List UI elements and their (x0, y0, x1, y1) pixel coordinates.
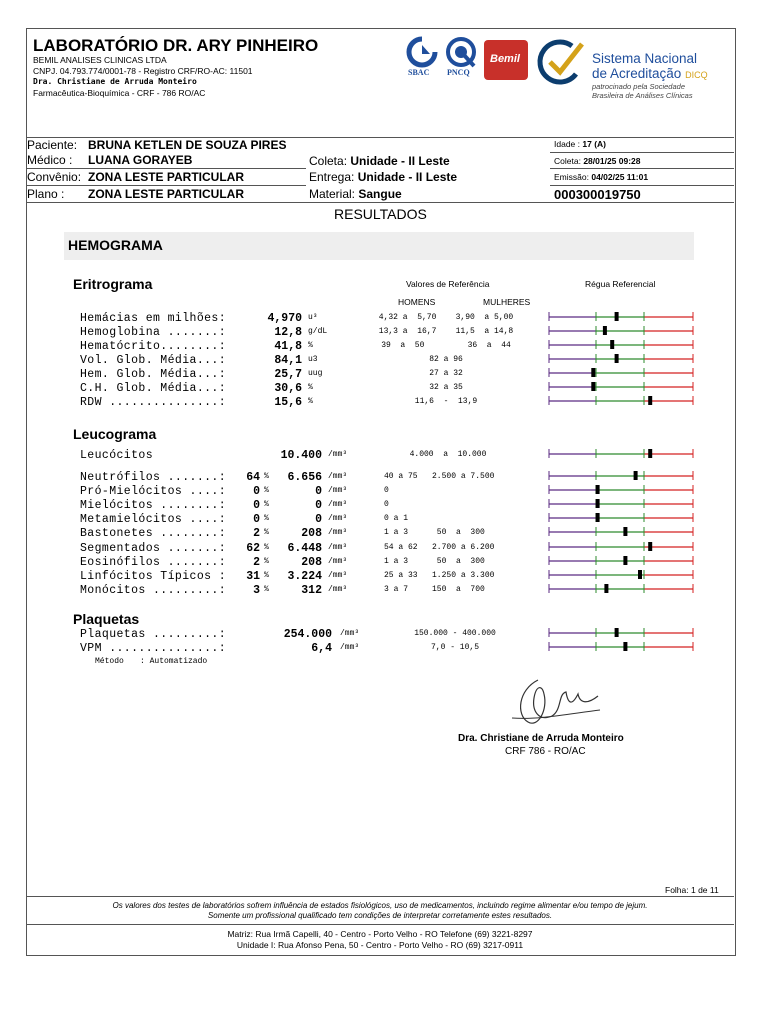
result-label: Neutrófilos .......: (80, 471, 227, 484)
reference-ruler (548, 526, 694, 536)
ruler-marker (615, 354, 619, 363)
result-percent: 31 (246, 569, 260, 583)
ruler-marker (615, 628, 619, 637)
footer-address-2: Unidade I: Rua Afonso Pena, 50 - Centro - Porto Velho - RO (69) 3217-0911 (236, 940, 524, 950)
coleta-field: Coleta: Unidade - II Leste (309, 154, 450, 168)
ref-values-header: Valores de Referência (406, 279, 490, 289)
leucograma-title: Leucograma (73, 426, 157, 442)
result-unit: u3 (308, 355, 318, 364)
ruler-marker (610, 340, 614, 349)
convenio-value: ZONA LESTE PARTICULAR (88, 170, 244, 184)
footer-note-1: Os valores dos testes de laboratórios sofrem influência de estados fisiológicos, uso de medicamentos, incluindo regime alimentar e/ou tempo de jejum. (112, 901, 648, 910)
result-label: Mielócitos ........: (80, 499, 227, 513)
result-unit: /mm³ (328, 570, 348, 580)
result-label: Hematócrito........: (80, 340, 227, 353)
divider (26, 896, 734, 897)
reference-ruler (548, 395, 694, 405)
ruler-marker (596, 513, 600, 522)
reference-range: 1 a 3 50 a 300 (384, 528, 485, 538)
result-label: Pró-Mielócitos ....: (80, 485, 227, 499)
result-unit: uug (308, 369, 323, 378)
signature-image (508, 670, 608, 737)
result-label: Bastonetes ........: (80, 527, 227, 541)
result-value: 3.224 (287, 569, 322, 583)
result-percent: 2 (253, 555, 260, 569)
result-unit: % (308, 397, 313, 406)
reference-range: 11,6 - 13,9 (414, 397, 478, 406)
percent-sign: % (264, 500, 269, 510)
result-percent: 64 (246, 471, 260, 484)
reference-ruler (548, 311, 694, 321)
result-label: VPM ...............: (80, 642, 227, 655)
plano-value: ZONA LESTE PARTICULAR (88, 187, 244, 201)
ruler-marker (591, 382, 595, 391)
reference-ruler (548, 470, 694, 480)
percent-sign: % (264, 472, 269, 481)
reference-ruler (548, 555, 694, 565)
reference-range: 25 a 33 1.250 a 3.300 (384, 570, 495, 580)
reference-ruler (548, 381, 694, 391)
reference-range: 0 (384, 500, 389, 510)
sbac-text: SBAC (408, 68, 430, 77)
reference-range: 4.000 a 10.000 (409, 450, 487, 459)
ruler-marker (623, 642, 627, 651)
result-value: 208 (301, 527, 322, 541)
ruler-marker (638, 570, 642, 579)
result-unit: /mm³ (328, 528, 348, 538)
reference-ruler (548, 641, 694, 651)
reference-ruler (548, 353, 694, 363)
reference-range: 32 a 35 (429, 383, 463, 392)
result-label: Metamielócitos ....: (80, 513, 227, 527)
sna-line2: de Acreditação DICQ (592, 66, 708, 81)
result-value: 4,970 (267, 312, 302, 325)
result-label: Segmentados .......: (80, 541, 227, 555)
result-value: 25,7 (274, 368, 302, 381)
result-unit: /mm³ (328, 486, 348, 496)
sna-sub1: patrocinado pela Sociedade (592, 82, 685, 91)
ref-ruler-header: Régua Referencial (585, 279, 656, 289)
result-unit: /mm³ (328, 500, 348, 510)
plano-label: Plano : (27, 187, 65, 201)
result-unit: % (308, 383, 313, 392)
result-value: 6.448 (287, 541, 322, 555)
dicq-seal-icon (536, 38, 588, 91)
convenio-label: Convênio: (27, 170, 82, 184)
result-percent: 0 (253, 513, 260, 527)
reference-range: 40 a 75 2.500 a 7.500 (384, 472, 495, 481)
ruler-marker (634, 471, 638, 480)
emissao-field: Emissão: 04/02/25 11:01 (554, 172, 649, 182)
reference-ruler (548, 325, 694, 335)
result-unit: /mm³ (340, 643, 360, 652)
medico-value: LUANA GORAYEB (88, 153, 193, 167)
result-percent: 2 (253, 527, 260, 541)
result-value: 0 (315, 513, 322, 527)
percent-sign: % (264, 514, 269, 524)
percent-sign: % (264, 570, 269, 580)
divider (550, 185, 734, 186)
material-field: Material: Sangue (309, 187, 402, 201)
reference-ruler (548, 367, 694, 377)
percent-sign: % (264, 556, 269, 566)
protocol-number: 000300019750 (554, 187, 641, 202)
result-label: C.H. Glob. Média...: (80, 382, 227, 395)
result-unit: /mm³ (328, 450, 348, 459)
percent-sign: % (264, 542, 269, 552)
result-unit: /mm³ (340, 629, 360, 638)
reference-range: 27 a 32 (429, 369, 463, 378)
method-label: Método (95, 657, 124, 666)
result-label: Plaquetas .........: (80, 628, 227, 641)
signature-crf: CRF 786 - RO/AC (505, 746, 586, 757)
result-value: 208 (301, 555, 322, 569)
lab-name: LABORATÓRIO DR. ARY PINHEIRO (33, 36, 319, 55)
reference-range: 13,3 a 16,7 11,5 a 14,8 (378, 327, 514, 336)
reference-ruler (548, 569, 694, 579)
result-label: Hem. Glob. Média...: (80, 368, 227, 381)
result-unit: u³ (308, 313, 318, 322)
idade-field: Idade : 17 (A) (554, 139, 606, 149)
reference-ruler (548, 541, 694, 551)
reference-range: 82 a 96 (429, 355, 463, 364)
result-label: Eosinófilos .......: (80, 555, 227, 569)
result-percent: 0 (253, 499, 260, 513)
reference-range: 1 a 3 50 a 300 (384, 556, 485, 566)
paciente-label: Paciente: (27, 138, 78, 152)
reference-range: 150.000 - 400.000 (414, 629, 496, 638)
plaquetas-title: Plaquetas (73, 611, 140, 627)
ruler-marker (648, 542, 652, 551)
result-label: RDW ...............: (80, 396, 227, 409)
result-unit: g/dL (308, 327, 328, 336)
result-value: 84,1 (274, 354, 302, 367)
homens-header: HOMENS (398, 297, 436, 307)
result-value: 6,4 (311, 642, 332, 655)
result-unit: /mm³ (328, 584, 348, 594)
reference-range: 4,32 a 5,70 3,90 a 5,00 (378, 313, 514, 322)
coleta-date-field: Coleta: 28/01/25 09:28 (554, 156, 641, 166)
director-title: Farmacêutica-Bioquímica - CRF - 786 RO/AC (33, 88, 206, 98)
percent-sign: % (264, 528, 269, 538)
entrega-field: Entrega: Unidade - II Leste (309, 170, 458, 184)
divider (26, 202, 734, 203)
result-value: 312 (301, 583, 322, 597)
footer-note-2: Somente um profissional qualificado tem condições de interpretar corretamente estes resultados. (207, 911, 553, 920)
reference-ruler (548, 484, 694, 494)
pncq-logo (444, 36, 478, 80)
reference-ruler (548, 498, 694, 508)
eritrograma-title: Eritrograma (73, 276, 153, 292)
results-title: RESULTADOS (334, 206, 427, 222)
ruler-marker (604, 584, 608, 593)
signature-name: Dra. Christiane de Arruda Monteiro (458, 733, 624, 744)
bemil-logo (484, 40, 528, 80)
result-value: 0 (315, 499, 322, 513)
sna-sub2: Brasileira de Análises Clínicas (592, 91, 693, 100)
result-percent: 0 (253, 485, 260, 499)
reference-ruler (548, 512, 694, 522)
ruler-marker (615, 312, 619, 321)
reference-ruler (548, 339, 694, 349)
bemil-text: Bemil (490, 53, 520, 65)
sna-dicq: DICQ (685, 70, 708, 80)
result-label: Linfócitos Típicos : (80, 569, 227, 583)
ruler-marker (623, 527, 627, 536)
ruler-marker (591, 368, 595, 377)
exam-title: HEMOGRAMA (68, 237, 163, 253)
result-value: 30,6 (274, 382, 302, 395)
result-label: Leucócitos (80, 449, 154, 462)
reference-range: 7,0 - 10,5 (430, 643, 479, 652)
percent-sign: % (264, 486, 269, 496)
result-value: 12,8 (274, 326, 302, 339)
director-name: Dra. Christiane de Arruda Monteiro (33, 77, 197, 86)
divider (550, 152, 734, 153)
medico-label: Médico : (27, 153, 73, 167)
reference-ruler (548, 448, 694, 458)
reference-range: 0 (384, 486, 389, 496)
reference-range: 39 a 50 36 a 44 (381, 341, 511, 350)
percent-sign: % (264, 584, 269, 594)
ruler-marker (596, 499, 600, 508)
page-number: Folha: 1 de 11 (665, 885, 719, 895)
result-unit: /mm³ (328, 542, 348, 552)
result-unit: /mm³ (328, 514, 348, 524)
result-percent: 3 (253, 583, 260, 597)
result-label: Hemoglobina .......: (80, 326, 227, 339)
mulheres-header: MULHERES (483, 297, 531, 307)
ruler-marker (596, 485, 600, 494)
result-unit: % (308, 341, 313, 350)
reference-range: 0 a 1 (384, 514, 409, 524)
sbac-logo (404, 36, 440, 80)
ruler-marker (648, 449, 652, 458)
method-value: : Automatizado (140, 657, 208, 666)
reference-ruler (548, 627, 694, 637)
paciente-value: BRUNA KETLEN DE SOUZA PIRES (88, 138, 287, 152)
divider (26, 168, 306, 169)
cnpj: CNPJ. 04.793.774/0001-78 - Registro CRF/RO-AC: 11501 (33, 66, 253, 76)
result-unit: /mm³ (328, 472, 348, 481)
result-label: Hemácias em milhões: (80, 312, 227, 325)
result-value: 254.000 (283, 628, 332, 641)
result-percent: 62 (246, 541, 260, 555)
divider (550, 168, 734, 169)
reference-range: 3 a 7 150 a 700 (384, 584, 485, 594)
pncq-text: PNCQ (447, 68, 470, 77)
reference-range: 54 a 62 2.700 a 6.200 (384, 542, 495, 552)
ruler-marker (648, 396, 652, 405)
result-value: 41,8 (274, 340, 302, 353)
ruler-marker (623, 556, 627, 565)
sna-line1: Sistema Nacional (592, 51, 698, 66)
result-unit: /mm³ (328, 556, 348, 566)
result-value: 10.400 (280, 449, 322, 462)
company-name: BEMIL ANALISES CLINICAS LTDA (33, 55, 167, 65)
ruler-marker (603, 326, 607, 335)
result-value: 0 (315, 485, 322, 499)
divider (26, 924, 734, 925)
result-label: Vol. Glob. Média...: (80, 354, 227, 367)
result-value: 6.656 (287, 471, 322, 484)
divider (26, 185, 306, 186)
result-label: Monócitos .........: (80, 583, 227, 597)
reference-ruler (548, 583, 694, 593)
footer-address-1: Matriz: Rua Irmã Capelli, 40 - Centro - Porto Velho - RO Telefone (69) 3221-8297 (227, 929, 533, 939)
result-value: 15,6 (274, 396, 302, 409)
